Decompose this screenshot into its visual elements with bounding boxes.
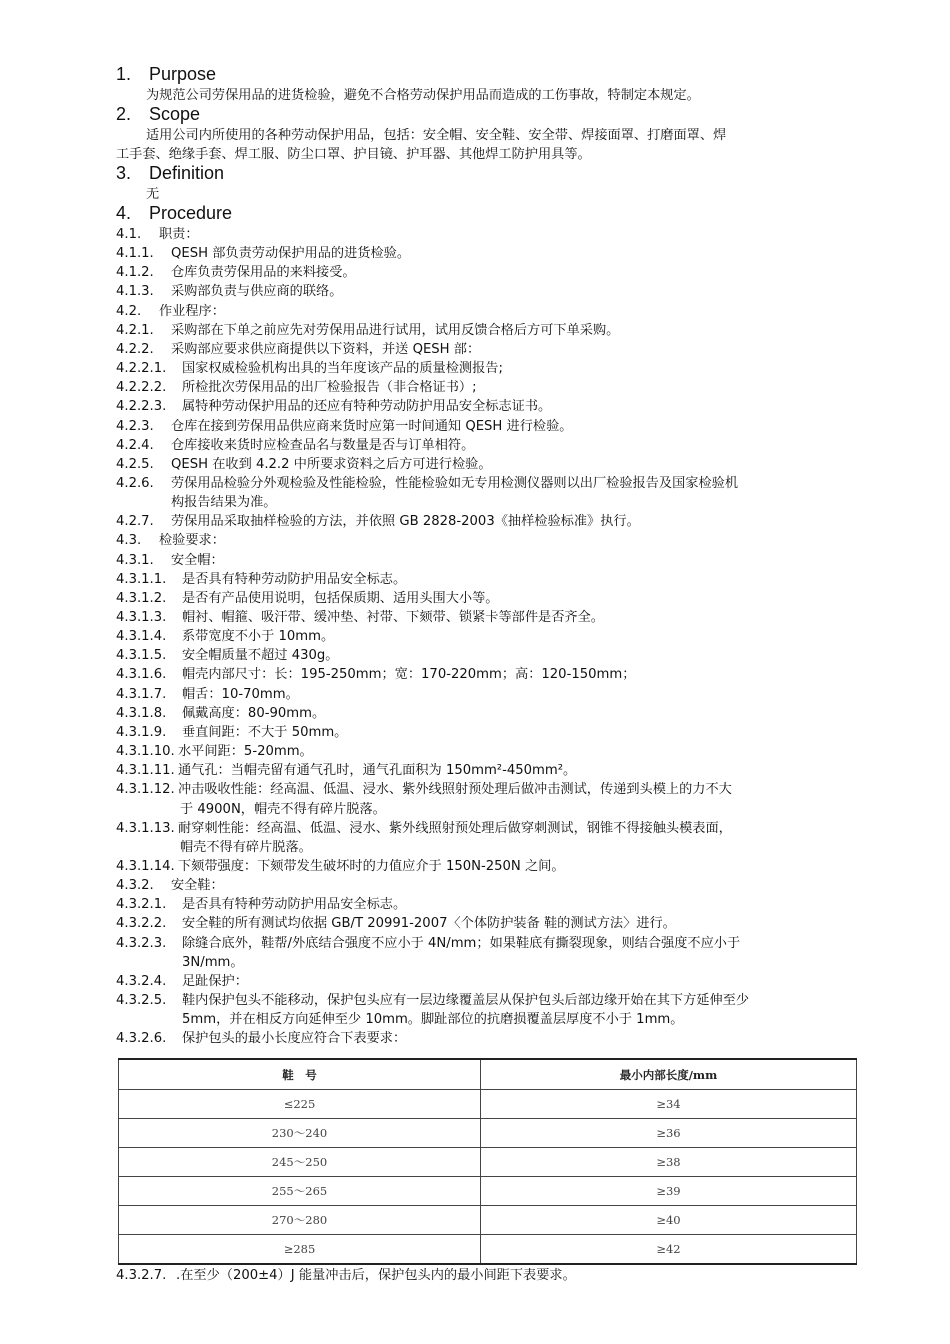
procedure-line [116, 876, 224, 895]
line-number: 4.2. [116, 303, 142, 319]
table-row [119, 1177, 857, 1206]
section-2-heading: 2. Scope [116, 104, 201, 124]
line-text: 安全鞋的所有测试均依据 GB/T 20991-2007〈个体防护装备 鞋的测试方法〉进行。 [182, 916, 676, 932]
procedure-line [116, 378, 477, 397]
line-number: 4.3.1.3. [116, 610, 167, 625]
line-number: 4.3.1.4. [116, 629, 167, 645]
line-text: 仓库接收来货时应检查品名与数量是否与订单相符。 [171, 437, 475, 453]
procedure-line [116, 531, 225, 550]
line-text: 仓库在接到劳保用品供应商来货时应第一时间通知 QESH 进行检验。 [171, 418, 573, 434]
line-number: 4.1. [116, 227, 142, 242]
line-number: 4.1.2. [116, 265, 154, 281]
line-number: 4.3.1.12. [116, 782, 175, 798]
procedure-line [116, 895, 406, 914]
line-text: 劳保用品采取抽样检验的方法，并依照 GB 2828-2003《抽样检验标准》执行。 [171, 514, 640, 530]
procedure-line [116, 761, 576, 780]
line-text: 垂直间距：不大于 50mm。 [182, 724, 348, 740]
table-cell-min-length: ≥38 [481, 1148, 857, 1177]
line-number: 4.3.1.2. [116, 590, 167, 606]
line-number: 4.2.3. [116, 418, 154, 434]
line-text: 构报告结果为准。 [171, 495, 277, 511]
line-text: 5mm，并在相反方向延伸至少 10mm。脚趾部位的抗磨损覆盖层厚度不小于 1mm。 [182, 1012, 684, 1028]
line-number: 4.1.3. [116, 284, 154, 300]
procedure-line [116, 972, 248, 991]
line-text: 安全鞋： [171, 878, 224, 894]
line-number: 4.3.2.4. [116, 973, 167, 989]
line-text: 下颏带强度：下颏带发生破坏时的力值应介于 150N-250N 之间。 [178, 858, 565, 874]
line-number: 4.2.2.3. [116, 399, 167, 415]
table-cell-size: 270～280 [119, 1206, 481, 1235]
line-text: 检验要求： [159, 533, 225, 549]
procedure-line-4-3-2-7: 4.3.2.7. .在至少（200±4）J 能量冲击后，保护包头内的最小间距下表要求。 [116, 1268, 576, 1283]
procedure-line [116, 436, 474, 455]
table-cell-min-length: ≥39 [481, 1177, 857, 1206]
procedure-line [116, 646, 338, 665]
procedure-line [116, 302, 225, 321]
line-number: 4.2.5. [116, 456, 154, 472]
table-cell-size: ≥285 [119, 1235, 481, 1265]
line-number: 4.3. [116, 533, 142, 549]
procedure-line [116, 397, 551, 416]
table-row [119, 1235, 857, 1265]
line-text: 3N/mm。 [182, 954, 244, 970]
line-text: 于 4900N，帽壳不得有碎片脱落。 [180, 801, 386, 817]
procedure-line [116, 819, 732, 838]
table-cell-min-length: ≥34 [481, 1090, 857, 1119]
section-3-heading: 3. Definition [116, 163, 225, 183]
procedure-line [116, 359, 503, 378]
table-cell-size: 245～250 [119, 1148, 481, 1177]
line-text: 安全帽质量不超过 430g。 [182, 648, 339, 664]
line-text: 保护包头的最小长度应符合下表要求： [182, 1031, 407, 1047]
procedure-line [116, 780, 732, 799]
procedure-line [116, 551, 224, 570]
table-row [119, 1090, 857, 1119]
procedure-line [116, 493, 277, 512]
line-number: 4.2.2.2. [116, 380, 167, 396]
procedure-line [116, 742, 313, 761]
table-cell-size: 255～265 [119, 1177, 481, 1206]
table-header-min-length: 最小内部长度/mm [481, 1059, 857, 1090]
line-number: 4.2.2. [116, 341, 154, 357]
line-text: 帽衬、帽箍、吸汗带、缓冲垫、衬带、下颏带、锁紧卡等部件是否齐全。 [182, 610, 604, 625]
line-number: 4.3.1.8. [116, 705, 167, 721]
line-text: 帽壳不得有碎片脱落。 [180, 839, 312, 855]
line-text: 除缝合底外，鞋帮/外底结合强度不应小于 4N/mm；如果鞋底有撕裂现象，则结合强度不应小于 [182, 935, 741, 951]
line-text: 佩戴高度：80-90mm。 [182, 705, 326, 721]
line-number: 4.3.2.2. [116, 916, 167, 932]
procedure-line [116, 282, 342, 301]
line-number: 4.3.2.5. [116, 993, 167, 1008]
line-text: 作业程序： [159, 303, 225, 319]
line-text: 职责： [159, 227, 199, 242]
procedure-line [116, 934, 740, 953]
line-text: 是否具有特种劳动防护用品安全标志。 [182, 897, 407, 913]
line-text: 所检批次劳保用品的出厂检验报告（非合格证书）; [182, 380, 477, 396]
line-text: 是否具有特种劳动防护用品安全标志。 [182, 571, 407, 587]
procedure-line [116, 857, 565, 876]
line-text: 国家权威检验机构出具的当年度该产品的质量检测报告; [182, 361, 503, 377]
procedure-line [116, 723, 347, 742]
line-number: 4.3.1.7. [116, 686, 167, 702]
line-number: 4.3.1.5. [116, 648, 167, 664]
procedure-line [116, 991, 749, 1010]
table-header-row [119, 1059, 857, 1090]
table-cell-min-length: ≥36 [481, 1119, 857, 1148]
procedure-line [116, 512, 640, 531]
section-2-body-line1: 适用公司内所使用的各种劳动保护用品，包括：安全帽、安全鞋、安全带、焊接面罩、打磨面罩、焊 [146, 128, 727, 143]
line-text: 鞋内保护包头不能移动，保护包头应有一层边缘覆盖层从保护包头后部边缘开始在其下方延伸至少 [182, 993, 750, 1008]
line-number: 4.2.1. [116, 322, 154, 338]
line-number: 4.3.1.14. [116, 858, 175, 874]
table-cell-min-length: ≥40 [481, 1206, 857, 1235]
table-cell-min-length: ≥42 [481, 1235, 857, 1265]
procedure-line [116, 704, 325, 723]
line-number: 4.3.2.1. [116, 897, 167, 913]
line-text: 采购部负责与供应商的联络。 [171, 284, 343, 300]
procedure-line [116, 244, 410, 263]
line-number: 4.2.2.1. [116, 361, 167, 377]
line-text: 采购部在下单之前应先对劳保用品进行试用，试用反馈合格后方可下单采购。 [171, 322, 620, 338]
line-text: 耐穿刺性能：经高温、低温、浸水、紫外线照射预处理后做穿刺测试，钢锥不得接触头模表面， [178, 820, 732, 836]
procedure-line [116, 627, 334, 646]
line-number: 4.3.1.11. [116, 763, 175, 779]
procedure-line [116, 340, 480, 359]
line-text: 属特种劳动保护用品的还应有特种劳动防护用品安全标志证书。 [182, 399, 552, 415]
line-number: 4.3.2. [116, 878, 154, 894]
line-text: 水平间距：5-20mm。 [178, 744, 313, 760]
line-text: 仓库负责劳保用品的来料接受。 [171, 265, 356, 281]
procedure-line [116, 1010, 683, 1029]
procedure-line [116, 838, 312, 857]
line-text: 通气孔：当帽壳留有通气孔时，通气孔面积为 150mm²-450mm²。 [178, 763, 577, 779]
table-row [119, 1148, 857, 1177]
section-2-body-line2: 工手套、绝缘手套、焊工服、防尘口罩、护目镜、护耳器、其他焊工防护用具等。 [116, 147, 591, 162]
line-number: 4.3.1.1. [116, 571, 167, 587]
line-number: 4.3.1.6. [116, 667, 167, 683]
line-text: 是否有产品使用说明，包括保质期、适用头围大小等。 [182, 590, 499, 606]
line-number: 4.3.1.13. [116, 820, 175, 836]
procedure-line [116, 263, 356, 282]
line-number: 4.3.1.10. [116, 744, 175, 760]
table-row [119, 1206, 857, 1235]
toe-cap-length-table [118, 1058, 857, 1265]
line-text: 帽舌：10-70mm。 [182, 686, 299, 702]
line-text: 系带宽度不小于 10mm。 [182, 629, 335, 645]
procedure-line [116, 570, 406, 589]
line-text: 安全帽： [171, 552, 224, 568]
procedure-line [116, 608, 604, 627]
procedure-line [116, 589, 499, 608]
line-text: 劳保用品检验分外观检验及性能检验，性能检验如无专用检测仪器则以出厂检验报告及国家检验机 [171, 475, 739, 491]
table-row [119, 1119, 857, 1148]
line-number: 4.2.7. [116, 514, 154, 530]
line-number: 4.1.1. [116, 246, 154, 262]
line-number: 4.2.4. [116, 437, 154, 453]
line-number: 4.3.2.3. [116, 935, 167, 951]
procedure-line [116, 800, 386, 819]
procedure-line [116, 665, 635, 684]
procedure-line [116, 321, 619, 340]
line-number: 4.3.2.6. [116, 1031, 167, 1047]
line-text: 帽壳内部尺寸：长：195-250mm；宽：170-220mm；高：120-150mm； [182, 667, 636, 683]
procedure-line [116, 1029, 406, 1048]
line-number: 4.3.1. [116, 552, 154, 568]
section-4-heading: 4. Procedure [116, 203, 233, 223]
line-text: 采购部应要求供应商提供以下资料，并送 QESH 部： [171, 341, 481, 357]
section-3-body: 无 [146, 187, 160, 202]
section-1-body: 为规范公司劳保用品的进货检验，避免不合格劳动保护用品而造成的工伤事故，特制定本规定。 [146, 88, 700, 103]
line-text: 足趾保护： [182, 973, 248, 989]
procedure-line [116, 474, 738, 493]
table-header-size: 鞋 号 [119, 1059, 481, 1090]
line-number: 4.3.1.9. [116, 724, 167, 740]
line-text: QESH 部负责劳动保护用品的进货检验。 [171, 246, 411, 262]
table-cell-size: ≤225 [119, 1090, 481, 1119]
line-number: 4.2.6. [116, 475, 154, 491]
section-1-heading: 1. Purpose [116, 64, 217, 84]
procedure-line [116, 225, 199, 244]
line-text: 冲击吸收性能：经高温、低温、浸水、紫外线照射预处理后做冲击测试，传递到头模上的力不大 [178, 782, 732, 798]
procedure-line [116, 953, 244, 972]
procedure-line [116, 685, 299, 704]
procedure-line [116, 417, 572, 436]
table-cell-size: 230～240 [119, 1119, 481, 1148]
procedure-line [116, 914, 676, 933]
line-text: QESH 在收到 4.2.2 中所要求资料之后方可进行检验。 [171, 456, 492, 472]
procedure-line [116, 455, 492, 474]
